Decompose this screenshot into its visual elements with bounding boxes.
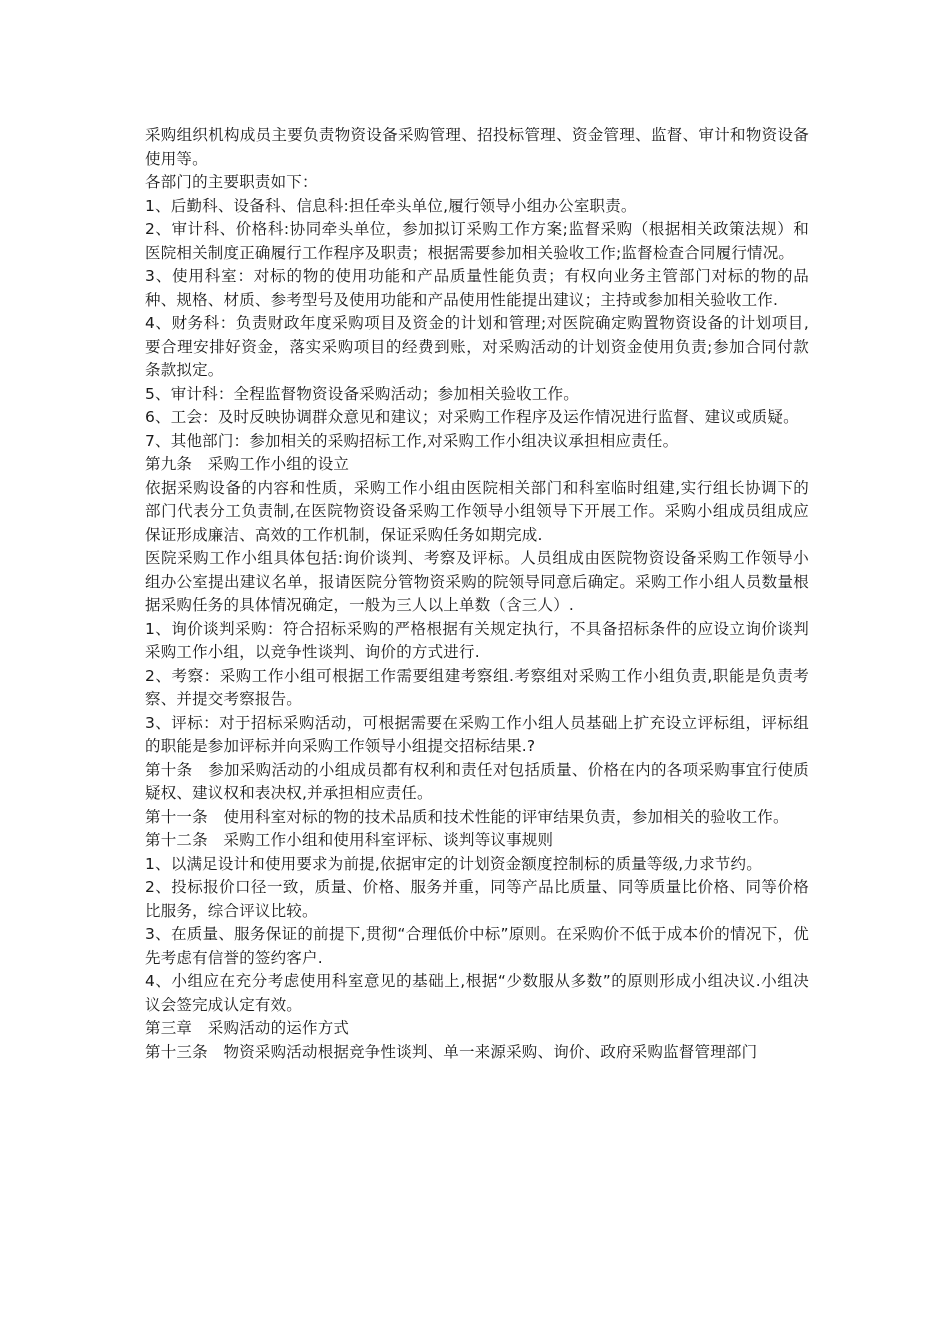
paragraph: 6、工会：及时反映协调群众意见和建议；对采购工作程序及运作情况进行监督、建议或质疑。 xyxy=(145,408,799,426)
paragraph: 3、在质量、服务保证的前提下,贯彻“合理低价中标”原则。在采购价不低于成本价的情况下，优先考虑有信誉的签约客户. xyxy=(145,925,809,967)
section-paragraph: 第十三条 物资采购活动根据竞争性谈判、单一来源采购、询价、政府采购监督管理部门 xyxy=(145,1042,758,1061)
paragraph: 3、评标：对于招标采购活动，可根据需要在采购工作小组人员基础上扩充设立评标组，评标组的职能是参加评标并向采购工作领导小组提交招标结果.? xyxy=(145,713,809,755)
paragraph: 4、财务科：负责财政年度采购项目及资金的计划和管理;对医院确定购置物资设备的计划项目,要合理安排好资金，落实采购项目的经费到账，对采购活动的计划资金使用负责;参加合同付款条款拟定。 xyxy=(145,314,809,379)
paragraph: 依据采购设备的内容和性质，采购工作小组由医院相关部门和科室临时组建,实行组长协调下的部门代表分工负责制,在医院物资设备采购工作领导小组领导下开展工作。采购小组成员组成应保证形成廉洁、高效的工作机制，保证采购任务如期完成. xyxy=(145,478,809,544)
paragraph: 3、使用科室：对标的物的使用功能和产品质量性能负责；有权向业务主管部门对标的物的品种、规格、材质、参考型号及使用功能和产品使用性能提出建议；主持或参加相关验收工作. xyxy=(145,267,809,309)
chapter-heading: 第三章 采购活动的运作方式 xyxy=(145,1019,350,1037)
paragraph: 各部门的主要职责如下： xyxy=(145,173,318,191)
section-paragraph: 第十条 参加采购活动的小组成员都有权利和责任对包括质量、价格在内的各项采购事宜行使质疑权、建议权和表决权,并承担相应责任。 xyxy=(145,760,809,802)
document-body xyxy=(145,124,809,1064)
section-heading: 第十二条 采购工作小组和使用科室评标、谈判等议事规则 xyxy=(145,831,554,849)
section-heading: 第九条 采购工作小组的设立 xyxy=(145,455,350,473)
paragraph: 采购组织机构成员主要负责物资设备采购管理、招投标管理、资金管理、监督、审计和物资设备使用等。 xyxy=(145,126,809,168)
paragraph: 2、考察：采购工作小组可根据工作需要组建考察组.考察组对采购工作小组负责,职能是负责考察、并提交考察报告。 xyxy=(145,666,809,708)
paragraph: 2、审计科、价格科:协同牵头单位，参加拟订采购工作方案;监督采购（根据相关政策法规）和医院相关制度正确履行工作程序及职责；根据需要参加相关验收工作;监督检查合同履行情况。 xyxy=(145,220,809,262)
paragraph: 4、小组应在充分考虑使用科室意见的基础上,根据“少数服从多数”的原则形成小组决议.小组决议会签完成认定有效。 xyxy=(145,972,809,1014)
paragraph: 2、投标报价口径一致，质量、价格、服务并重，同等产品比质量、同等质量比价格、同等价格比服务，综合评议比较。 xyxy=(145,878,809,920)
paragraph: 1、以满足设计和使用要求为前提,依据审定的计划资金额度控制标的质量等级,力求节约。 xyxy=(145,854,762,873)
paragraph: 1、后勤科、设备科、信息科:担任牵头单位,履行领导小组办公室职责。 xyxy=(145,196,637,215)
paragraph: 1、询价谈判采购：符合招标采购的严格根据有关规定执行，不具备招标条件的应设立询价谈判采购工作小组，以竞争性谈判、询价的方式进行. xyxy=(145,619,809,661)
section-paragraph: 第十一条 使用科室对标的物的技术品质和技术性能的评审结果负责，参加相关的验收工作。 xyxy=(145,807,789,826)
paragraph: 7、其他部门：参加相关的采购招标工作,对采购工作小组决议承担相应责任。 xyxy=(145,431,679,450)
paragraph: 5、审计科：全程监督物资设备采购活动；参加相关验收工作。 xyxy=(145,384,579,403)
paragraph: 医院采购工作小组具体包括:询价谈判、考察及评标。人员组成由医院物资设备采购工作领导小组办公室提出建议名单，报请医院分管物资采购的院领导同意后确定。采购工作小组人员数量根据采购任务的具体情况确定，一般为三人以上单数（含三人）. xyxy=(145,549,809,614)
